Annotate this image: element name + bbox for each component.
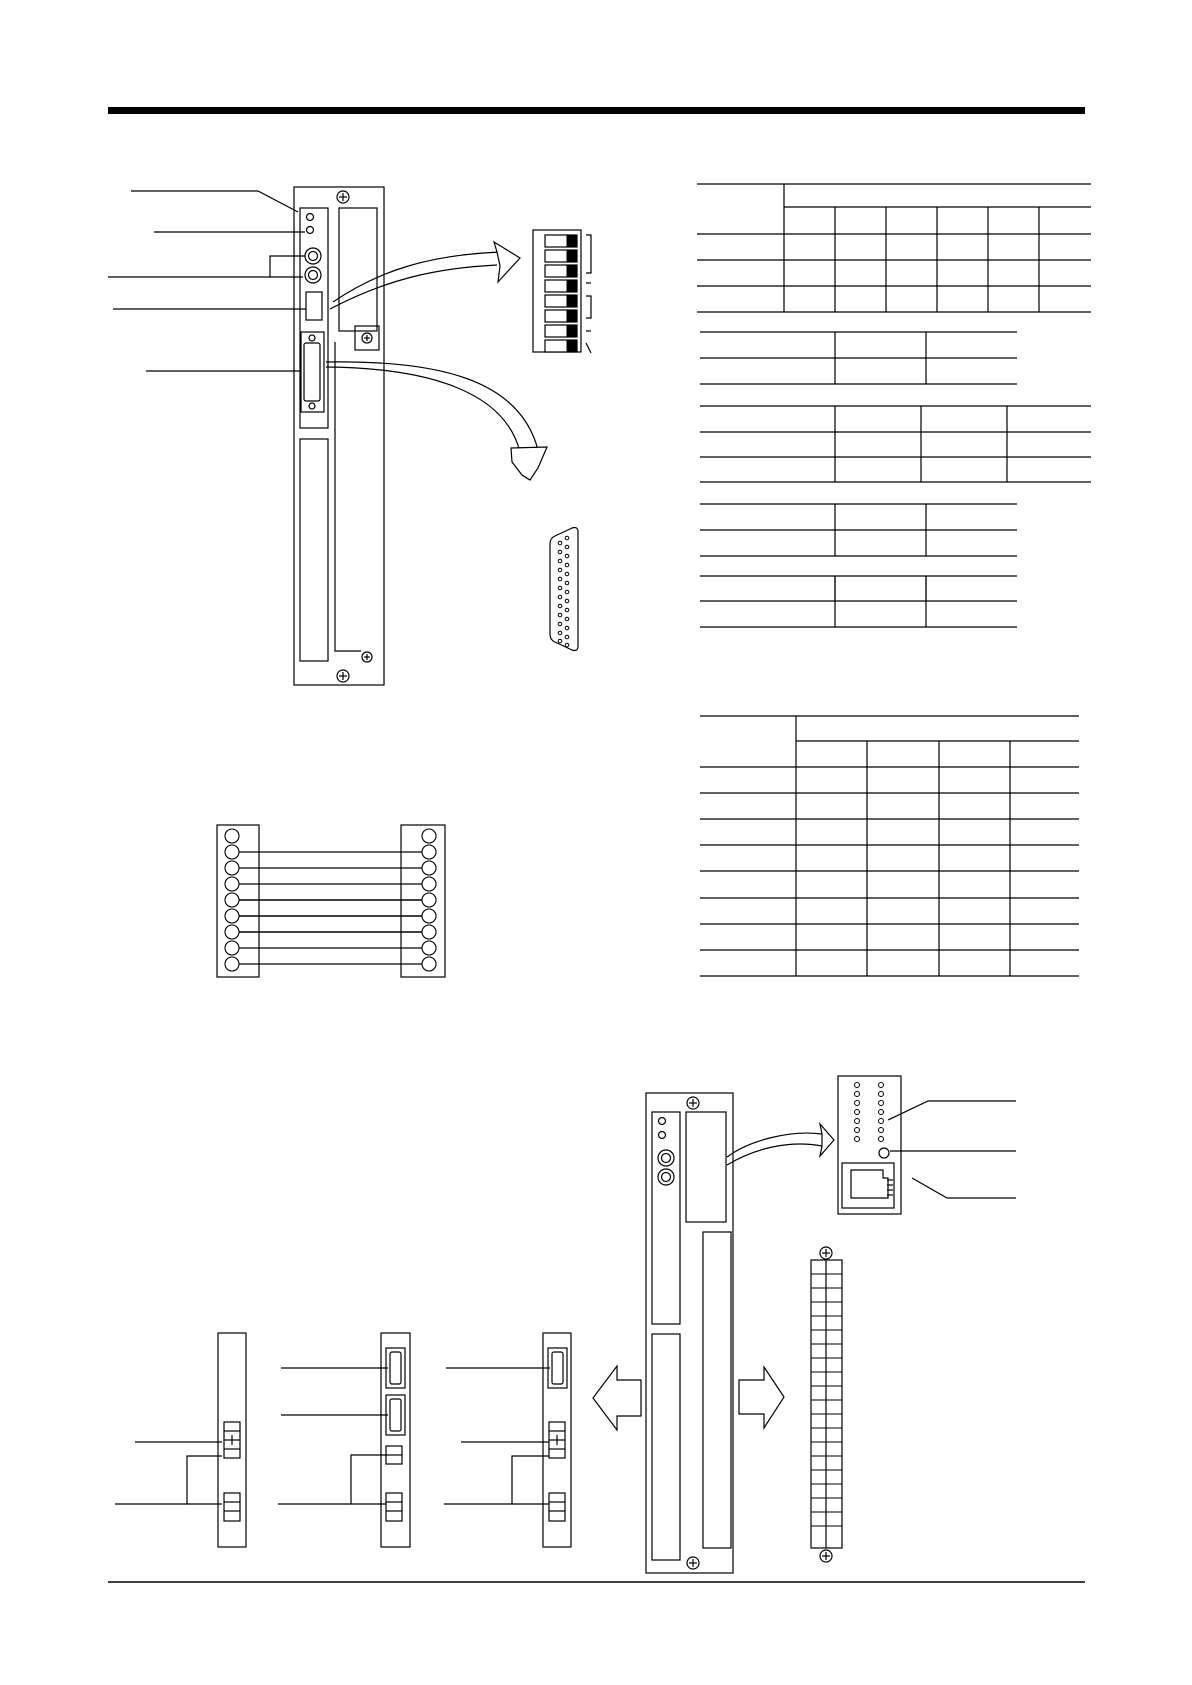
table-small-4 [700, 576, 1017, 627]
dip-switch-window [306, 292, 322, 320]
db25-pins [558, 536, 569, 647]
reset-button-icon [879, 1148, 889, 1158]
table-small-3 [700, 504, 1017, 556]
second-module-front-view [646, 1093, 733, 1573]
led-indicator-1 [307, 214, 314, 221]
cable-left-pins [225, 829, 239, 971]
rotary-switch-1-icon [305, 248, 321, 264]
main-module-leader-lines [108, 191, 306, 371]
cable-right-pins [422, 829, 436, 971]
db25-callout-arrow [326, 362, 547, 480]
dip-switch-toggles [545, 235, 577, 352]
db25-female-connector [550, 528, 578, 651]
expansion-module-view-c [444, 1333, 571, 1547]
table-small-2 [700, 406, 1091, 482]
table-upper [697, 184, 1091, 312]
table-small-1 [700, 332, 1017, 384]
expansion-module-view-b [278, 1333, 410, 1547]
dip-switch-callout-arrow [330, 242, 520, 309]
terminal-block-detail [811, 1247, 842, 1562]
right-block-arrow-icon [739, 1367, 784, 1428]
led-panel-callout-arrow [727, 1124, 834, 1165]
rotary-switch-2-icon [305, 267, 321, 283]
left-block-arrow-icon [593, 1366, 641, 1430]
led-panel-detail [838, 1076, 901, 1214]
dip-switch-detail [533, 230, 591, 353]
led-panel-leader-lines [888, 1101, 1016, 1198]
header-bar [108, 107, 1085, 114]
led-indicator-2 [307, 227, 314, 234]
cable-wires [239, 852, 422, 964]
main-module-front-view [294, 187, 384, 685]
expansion-module-view-a [115, 1333, 246, 1547]
table-lower [700, 716, 1079, 976]
cable-wiring-diagram [217, 825, 445, 977]
